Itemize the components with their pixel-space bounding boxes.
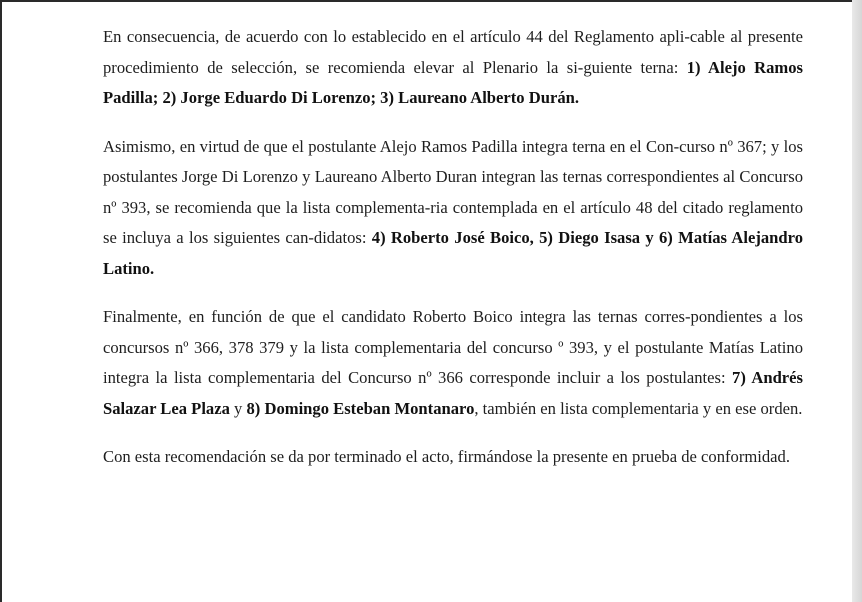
scan-edge-shadow [852,0,862,602]
paragraph-text: Asimismo, en virtud de que el postulante Alejo Ramos Padilla integra terna en el Con-curso nº 367; y los postulantes Jorge Di Lorenzo y Laureano Alberto Duran integran las ternas correspondientes al Concurso nº 393, se recomienda que la lista complementa-ria contemplada en el artículo 48 del citado reglamento se incluya a los siguientes can-didatos: [103,136,803,247]
paragraph-text: Finalmente, en función de que el candidato Roberto Boico integra las ternas corres-pondientes a los concursos nº 366, 378 379 y la lista complementaria del concurso º 393, y el postulante Matías Latino integra la lista complementaria del Concurso nº 366 corresponde incluir a los postulantes: [103,307,803,387]
candidate-7: 7) Andrés Salazar Lea Plaza [103,368,803,418]
paragraph-finalmente [103,302,803,424]
paragraph-lista-complementaria [103,132,803,285]
paragraph-text: , también en lista complementaria y en ese orden. [474,398,803,418]
candidate-8: 8) Domingo Esteban Montanaro [246,398,475,418]
paragraph-text: En consecuencia, de acuerdo con lo establecido en el artículo 44 del Reglamento apli-cable al presente procedimiento de selección, se recomienda elevar al Plenario la si-guiente terna: [103,27,803,77]
paragraph-terna [103,22,803,114]
terna-candidates: 1) Alejo Ramos Padilla; 2) Jorge Eduardo Di Lorenzo; 3) Laureano Alberto Durán. [103,57,803,107]
paragraph-closing [103,442,803,473]
document-page [2,2,852,602]
paragraph-text: Con esta recomendación se da por terminado el acto, firmándose la presente en prueba de conformidad. [103,447,790,466]
complementary-candidates: 4) Roberto José Boico, 5) Diego Isasa y 6) Matías Alejandro Latino. [103,228,804,278]
document-body [103,22,803,473]
paragraph-text: y [229,398,247,418]
